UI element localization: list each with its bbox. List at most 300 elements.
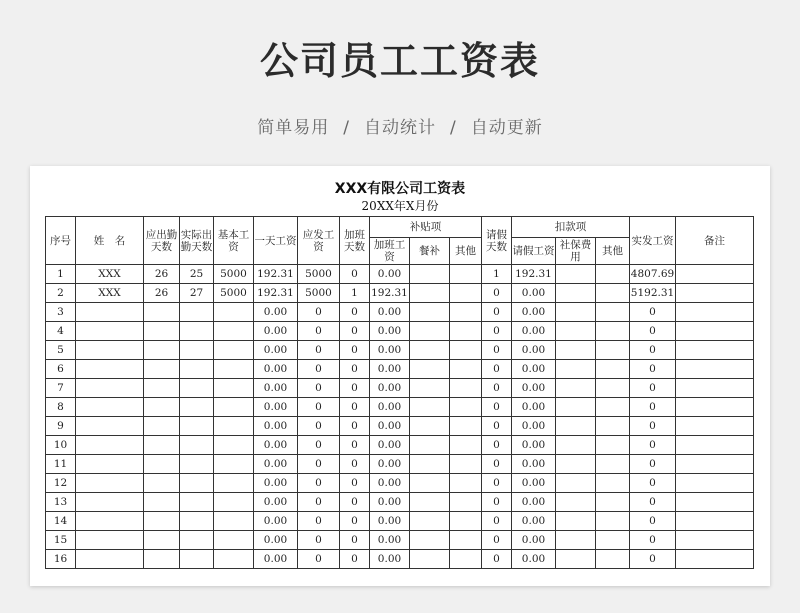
cell-daily[interactable]: 0.00 — [254, 303, 298, 322]
table-row — [46, 455, 754, 474]
cell-social[interactable] — [556, 417, 596, 436]
cell-dother[interactable] — [596, 284, 630, 303]
cell-net[interactable]: 0 — [630, 474, 676, 493]
cell-gross[interactable]: 0 — [298, 512, 340, 531]
cell-name[interactable]: XXX — [76, 265, 144, 284]
cell-dother[interactable] — [596, 417, 630, 436]
header-daily-pay: 一天工资 — [254, 217, 298, 265]
table-row — [46, 436, 754, 455]
cell-gross[interactable]: 0 — [298, 303, 340, 322]
cell-leavepay[interactable]: 0.00 — [512, 379, 556, 398]
cell-base[interactable] — [214, 379, 254, 398]
cell-due[interactable]: 26 — [144, 284, 180, 303]
cell-actual[interactable] — [180, 512, 214, 531]
header-gross-pay: 应发工资 — [298, 217, 340, 265]
cell-net[interactable]: 0 — [630, 531, 676, 550]
cell-daily[interactable]: 192.31 — [254, 284, 298, 303]
cell-social[interactable] — [556, 493, 596, 512]
cell-due[interactable] — [144, 550, 180, 569]
cell-base[interactable]: 5000 — [214, 284, 254, 303]
cell-social[interactable] — [556, 550, 596, 569]
cell-net[interactable]: 4807.69 — [630, 265, 676, 284]
header-leave-pay: 请假工资 — [512, 238, 556, 265]
cell-aother[interactable] — [450, 303, 482, 322]
cell-daily[interactable]: 0.00 — [254, 360, 298, 379]
subtitle-auto-stats: 自动统计 — [364, 118, 436, 138]
cell-social[interactable] — [556, 398, 596, 417]
cell-otpay[interactable]: 0.00 — [370, 303, 410, 322]
cell-meal[interactable] — [410, 322, 450, 341]
cell-leavepay[interactable]: 0.00 — [512, 512, 556, 531]
cell-aother[interactable] — [450, 379, 482, 398]
table-row — [46, 284, 754, 303]
header-actual-days: 实际出勤天数 — [180, 217, 214, 265]
header-allowance-group: 补贴项 — [370, 217, 482, 238]
cell-dother[interactable] — [596, 303, 630, 322]
header-name: 姓 名 — [76, 217, 144, 265]
cell-daily[interactable]: 0.00 — [254, 512, 298, 531]
cell-social[interactable] — [556, 379, 596, 398]
cell-ot[interactable]: 0 — [340, 360, 370, 379]
cell-aother[interactable] — [450, 436, 482, 455]
cell-remark[interactable] — [676, 341, 754, 360]
cell-base[interactable] — [214, 493, 254, 512]
cell-actual[interactable] — [180, 531, 214, 550]
cell-net[interactable]: 0 — [630, 341, 676, 360]
table-row — [46, 474, 754, 493]
cell-remark[interactable] — [676, 474, 754, 493]
cell-social[interactable] — [556, 284, 596, 303]
cell-meal[interactable] — [410, 417, 450, 436]
header-social: 社保费用 — [556, 238, 596, 265]
cell-leavepay[interactable]: 0.00 — [512, 303, 556, 322]
cell-base[interactable] — [214, 512, 254, 531]
cell-meal[interactable] — [410, 398, 450, 417]
cell-actual[interactable] — [180, 398, 214, 417]
cell-net[interactable]: 5192.31 — [630, 284, 676, 303]
cell-leavepay[interactable]: 0.00 — [512, 398, 556, 417]
cell-leavepay[interactable]: 192.31 — [512, 265, 556, 284]
cell-leavepay[interactable]: 0.00 — [512, 455, 556, 474]
cell-leavepay[interactable]: 0.00 — [512, 322, 556, 341]
cell-net[interactable]: 0 — [630, 436, 676, 455]
cell-remark[interactable] — [676, 455, 754, 474]
cell-base[interactable] — [214, 531, 254, 550]
cell-ot[interactable]: 1 — [340, 284, 370, 303]
cell-gross[interactable]: 0 — [298, 398, 340, 417]
cell-base[interactable] — [214, 474, 254, 493]
cell-due[interactable] — [144, 512, 180, 531]
cell-seq[interactable]: 12 — [46, 474, 76, 493]
cell-daily[interactable]: 0.00 — [254, 455, 298, 474]
cell-seq[interactable]: 14 — [46, 512, 76, 531]
cell-leavepay[interactable]: 0.00 — [512, 531, 556, 550]
cell-dother[interactable] — [596, 398, 630, 417]
cell-leave[interactable]: 0 — [482, 474, 512, 493]
cell-meal[interactable] — [410, 550, 450, 569]
cell-daily[interactable]: 0.00 — [254, 550, 298, 569]
cell-aother[interactable] — [450, 341, 482, 360]
cell-leave[interactable]: 0 — [482, 531, 512, 550]
header-seq: 序号 — [46, 217, 76, 265]
cell-leavepay[interactable]: 0.00 — [512, 436, 556, 455]
cell-due[interactable] — [144, 531, 180, 550]
table-row — [46, 360, 754, 379]
cell-due[interactable] — [144, 474, 180, 493]
cell-name[interactable] — [76, 436, 144, 455]
cell-name[interactable] — [76, 341, 144, 360]
cell-otpay[interactable]: 0.00 — [370, 322, 410, 341]
table-row — [46, 512, 754, 531]
subtitle-easy: 简单易用 — [257, 118, 330, 138]
cell-dother[interactable] — [596, 265, 630, 284]
cell-social[interactable] — [556, 322, 596, 341]
cell-meal[interactable] — [410, 341, 450, 360]
cell-remark[interactable] — [676, 303, 754, 322]
cell-daily[interactable]: 0.00 — [254, 474, 298, 493]
cell-name[interactable] — [76, 493, 144, 512]
cell-base[interactable] — [214, 436, 254, 455]
cell-net[interactable]: 0 — [630, 455, 676, 474]
cell-leave[interactable]: 0 — [482, 360, 512, 379]
cell-aother[interactable] — [450, 284, 482, 303]
cell-seq[interactable]: 13 — [46, 493, 76, 512]
cell-base[interactable] — [214, 455, 254, 474]
cell-meal[interactable] — [410, 303, 450, 322]
cell-meal[interactable] — [410, 474, 450, 493]
cell-actual[interactable] — [180, 341, 214, 360]
cell-otpay[interactable]: 0.00 — [370, 360, 410, 379]
cell-meal[interactable] — [410, 455, 450, 474]
cell-ot[interactable]: 0 — [340, 303, 370, 322]
cell-dother[interactable] — [596, 512, 630, 531]
cell-aother[interactable] — [450, 322, 482, 341]
cell-net[interactable]: 0 — [630, 398, 676, 417]
cell-actual[interactable]: 25 — [180, 265, 214, 284]
cell-leavepay[interactable]: 0.00 — [512, 417, 556, 436]
cell-remark[interactable] — [676, 531, 754, 550]
cell-base[interactable]: 5000 — [214, 265, 254, 284]
cell-actual[interactable] — [180, 493, 214, 512]
cell-gross[interactable]: 0 — [298, 493, 340, 512]
cell-dother[interactable] — [596, 322, 630, 341]
cell-meal[interactable] — [410, 436, 450, 455]
cell-otpay[interactable]: 0.00 — [370, 474, 410, 493]
cell-name[interactable] — [76, 455, 144, 474]
cell-aother[interactable] — [450, 474, 482, 493]
table-row — [46, 531, 754, 550]
cell-meal[interactable] — [410, 379, 450, 398]
cell-name[interactable] — [76, 512, 144, 531]
cell-seq[interactable]: 1 — [46, 265, 76, 284]
cell-base[interactable] — [214, 398, 254, 417]
cell-name[interactable] — [76, 417, 144, 436]
cell-social[interactable] — [556, 512, 596, 531]
cell-daily[interactable]: 0.00 — [254, 493, 298, 512]
cell-actual[interactable] — [180, 474, 214, 493]
cell-remark[interactable] — [676, 417, 754, 436]
sheet-title: XXX有限公司工资表 — [334, 181, 466, 197]
cell-due[interactable] — [144, 493, 180, 512]
cell-due[interactable] — [144, 360, 180, 379]
cell-dother[interactable] — [596, 341, 630, 360]
cell-gross[interactable]: 0 — [298, 436, 340, 455]
cell-ot[interactable]: 0 — [340, 265, 370, 284]
cell-social[interactable] — [556, 436, 596, 455]
cell-seq[interactable]: 3 — [46, 303, 76, 322]
cell-aother[interactable] — [450, 493, 482, 512]
cell-leave[interactable]: 0 — [482, 417, 512, 436]
cell-name[interactable] — [76, 398, 144, 417]
cell-net[interactable]: 0 — [630, 379, 676, 398]
cell-net[interactable]: 0 — [630, 322, 676, 341]
cell-leavepay[interactable]: 0.00 — [512, 493, 556, 512]
cell-daily[interactable]: 192.31 — [254, 265, 298, 284]
cell-gross[interactable]: 0 — [298, 360, 340, 379]
cell-seq[interactable]: 6 — [46, 360, 76, 379]
cell-leave[interactable]: 0 — [482, 493, 512, 512]
cell-meal[interactable] — [410, 360, 450, 379]
cell-dother[interactable] — [596, 360, 630, 379]
cell-dother[interactable] — [596, 455, 630, 474]
cell-gross[interactable]: 0 — [298, 341, 340, 360]
cell-otpay[interactable]: 0.00 — [370, 455, 410, 474]
cell-seq[interactable]: 2 — [46, 284, 76, 303]
cell-due[interactable] — [144, 303, 180, 322]
cell-social[interactable] — [556, 341, 596, 360]
cell-dother[interactable] — [596, 531, 630, 550]
cell-net[interactable]: 0 — [630, 550, 676, 569]
cell-remark[interactable] — [676, 493, 754, 512]
cell-gross[interactable]: 0 — [298, 550, 340, 569]
cell-seq[interactable]: 9 — [46, 417, 76, 436]
cell-gross[interactable]: 5000 — [298, 284, 340, 303]
cell-gross[interactable]: 0 — [298, 322, 340, 341]
subtitle-separator: / — [450, 118, 457, 138]
cell-otpay[interactable]: 0.00 — [370, 417, 410, 436]
cell-dother[interactable] — [596, 550, 630, 569]
cell-remark[interactable] — [676, 265, 754, 284]
cell-gross[interactable]: 0 — [298, 417, 340, 436]
cell-actual[interactable] — [180, 379, 214, 398]
cell-remark[interactable] — [676, 512, 754, 531]
cell-dother[interactable] — [596, 379, 630, 398]
cell-meal[interactable] — [410, 265, 450, 284]
cell-seq[interactable]: 7 — [46, 379, 76, 398]
cell-aother[interactable] — [450, 455, 482, 474]
cell-meal[interactable] — [410, 284, 450, 303]
cell-otpay[interactable]: 0.00 — [370, 379, 410, 398]
cell-leave[interactable]: 0 — [482, 322, 512, 341]
cell-remark[interactable] — [676, 284, 754, 303]
header-ot-pay: 加班工资 — [370, 238, 410, 265]
cell-leave[interactable]: 0 — [482, 512, 512, 531]
cell-seq[interactable]: 11 — [46, 455, 76, 474]
cell-ot[interactable]: 0 — [340, 550, 370, 569]
cell-remark[interactable] — [676, 398, 754, 417]
cell-otpay[interactable]: 0.00 — [370, 265, 410, 284]
subtitle-separator: / — [343, 118, 350, 138]
cell-ot[interactable]: 0 — [340, 474, 370, 493]
cell-social[interactable] — [556, 455, 596, 474]
cell-remark[interactable] — [676, 379, 754, 398]
cell-ot[interactable]: 0 — [340, 398, 370, 417]
cell-social[interactable] — [556, 303, 596, 322]
cell-base[interactable] — [214, 417, 254, 436]
cell-leave[interactable]: 0 — [482, 436, 512, 455]
cell-net[interactable]: 0 — [630, 360, 676, 379]
cell-base[interactable] — [214, 360, 254, 379]
cell-actual[interactable] — [180, 417, 214, 436]
cell-due[interactable] — [144, 341, 180, 360]
cell-aother[interactable] — [450, 512, 482, 531]
cell-name[interactable] — [76, 550, 144, 569]
cell-leavepay[interactable]: 0.00 — [512, 284, 556, 303]
cell-remark[interactable] — [676, 322, 754, 341]
cell-net[interactable]: 0 — [630, 493, 676, 512]
cell-social[interactable] — [556, 265, 596, 284]
cell-due[interactable]: 26 — [144, 265, 180, 284]
cell-ot[interactable]: 0 — [340, 417, 370, 436]
cell-otpay[interactable]: 192.31 — [370, 284, 410, 303]
cell-name[interactable] — [76, 360, 144, 379]
cell-leave[interactable]: 0 — [482, 550, 512, 569]
cell-aother[interactable] — [450, 417, 482, 436]
cell-actual[interactable] — [180, 455, 214, 474]
cell-due[interactable] — [144, 417, 180, 436]
cell-base[interactable] — [214, 303, 254, 322]
cell-gross[interactable]: 0 — [298, 379, 340, 398]
table-row — [46, 303, 754, 322]
cell-aother[interactable] — [450, 360, 482, 379]
cell-seq[interactable]: 10 — [46, 436, 76, 455]
cell-gross[interactable]: 0 — [298, 474, 340, 493]
cell-daily[interactable]: 0.00 — [254, 398, 298, 417]
cell-meal[interactable] — [410, 512, 450, 531]
cell-due[interactable] — [144, 398, 180, 417]
cell-leave[interactable]: 0 — [482, 341, 512, 360]
cell-name[interactable] — [76, 322, 144, 341]
cell-seq[interactable]: 4 — [46, 322, 76, 341]
cell-base[interactable] — [214, 322, 254, 341]
cell-due[interactable] — [144, 455, 180, 474]
cell-actual[interactable] — [180, 360, 214, 379]
cell-seq[interactable]: 16 — [46, 550, 76, 569]
cell-daily[interactable]: 0.00 — [254, 322, 298, 341]
cell-name[interactable] — [76, 474, 144, 493]
cell-seq[interactable]: 8 — [46, 398, 76, 417]
cell-seq[interactable]: 5 — [46, 341, 76, 360]
cell-ot[interactable]: 0 — [340, 436, 370, 455]
cell-daily[interactable]: 0.00 — [254, 341, 298, 360]
cell-net[interactable]: 0 — [630, 417, 676, 436]
cell-leavepay[interactable]: 0.00 — [512, 550, 556, 569]
cell-dother[interactable] — [596, 436, 630, 455]
cell-leave[interactable]: 0 — [482, 398, 512, 417]
cell-leave[interactable]: 1 — [482, 265, 512, 284]
cell-remark[interactable] — [676, 436, 754, 455]
cell-ot[interactable]: 0 — [340, 455, 370, 474]
cell-net[interactable]: 0 — [630, 303, 676, 322]
header-allowance-other: 其他 — [450, 238, 482, 265]
table-row — [46, 265, 754, 284]
cell-daily[interactable]: 0.00 — [254, 531, 298, 550]
cell-gross[interactable]: 0 — [298, 531, 340, 550]
cell-aother[interactable] — [450, 531, 482, 550]
cell-otpay[interactable]: 0.00 — [370, 493, 410, 512]
cell-aother[interactable] — [450, 550, 482, 569]
cell-actual[interactable] — [180, 303, 214, 322]
cell-otpay[interactable]: 0.00 — [370, 398, 410, 417]
header-base-pay: 基本工资 — [214, 217, 254, 265]
cell-aother[interactable] — [450, 398, 482, 417]
cell-ot[interactable]: 0 — [340, 512, 370, 531]
cell-name[interactable]: XXX — [76, 284, 144, 303]
cell-name[interactable] — [76, 531, 144, 550]
cell-social[interactable] — [556, 474, 596, 493]
cell-social[interactable] — [556, 360, 596, 379]
cell-base[interactable] — [214, 550, 254, 569]
cell-actual[interactable] — [180, 322, 214, 341]
cell-dother[interactable] — [596, 493, 630, 512]
cell-leave[interactable]: 0 — [482, 379, 512, 398]
cell-social[interactable] — [556, 531, 596, 550]
cell-otpay[interactable]: 0.00 — [370, 512, 410, 531]
table-row — [46, 379, 754, 398]
cell-ot[interactable]: 0 — [340, 493, 370, 512]
header-leave-days: 请假天数 — [482, 217, 512, 265]
cell-name[interactable] — [76, 379, 144, 398]
cell-leavepay[interactable]: 0.00 — [512, 360, 556, 379]
cell-base[interactable] — [214, 341, 254, 360]
cell-leave[interactable]: 0 — [482, 455, 512, 474]
cell-meal[interactable] — [410, 531, 450, 550]
cell-name[interactable] — [76, 303, 144, 322]
cell-ot[interactable]: 0 — [340, 341, 370, 360]
cell-leavepay[interactable]: 0.00 — [512, 341, 556, 360]
cell-due[interactable] — [144, 436, 180, 455]
cell-daily[interactable]: 0.00 — [254, 436, 298, 455]
cell-leave[interactable]: 0 — [482, 284, 512, 303]
cell-otpay[interactable]: 0.00 — [370, 550, 410, 569]
cell-aother[interactable] — [450, 265, 482, 284]
cell-due[interactable] — [144, 379, 180, 398]
cell-meal[interactable] — [410, 493, 450, 512]
cell-actual[interactable]: 27 — [180, 284, 214, 303]
cell-leave[interactable]: 0 — [482, 303, 512, 322]
cell-seq[interactable]: 15 — [46, 531, 76, 550]
cell-actual[interactable] — [180, 436, 214, 455]
cell-daily[interactable]: 0.00 — [254, 417, 298, 436]
cell-gross[interactable]: 5000 — [298, 265, 340, 284]
cell-ot[interactable]: 0 — [340, 531, 370, 550]
cell-due[interactable] — [144, 322, 180, 341]
cell-ot[interactable]: 0 — [340, 322, 370, 341]
cell-dother[interactable] — [596, 474, 630, 493]
cell-otpay[interactable]: 0.00 — [370, 341, 410, 360]
cell-daily[interactable]: 0.00 — [254, 379, 298, 398]
cell-remark[interactable] — [676, 360, 754, 379]
cell-remark[interactable] — [676, 550, 754, 569]
cell-otpay[interactable]: 0.00 — [370, 436, 410, 455]
cell-ot[interactable]: 0 — [340, 379, 370, 398]
cell-gross[interactable]: 0 — [298, 455, 340, 474]
cell-leavepay[interactable]: 0.00 — [512, 474, 556, 493]
cell-actual[interactable] — [180, 550, 214, 569]
cell-net[interactable]: 0 — [630, 512, 676, 531]
payroll-table — [45, 216, 754, 569]
cell-otpay[interactable]: 0.00 — [370, 531, 410, 550]
